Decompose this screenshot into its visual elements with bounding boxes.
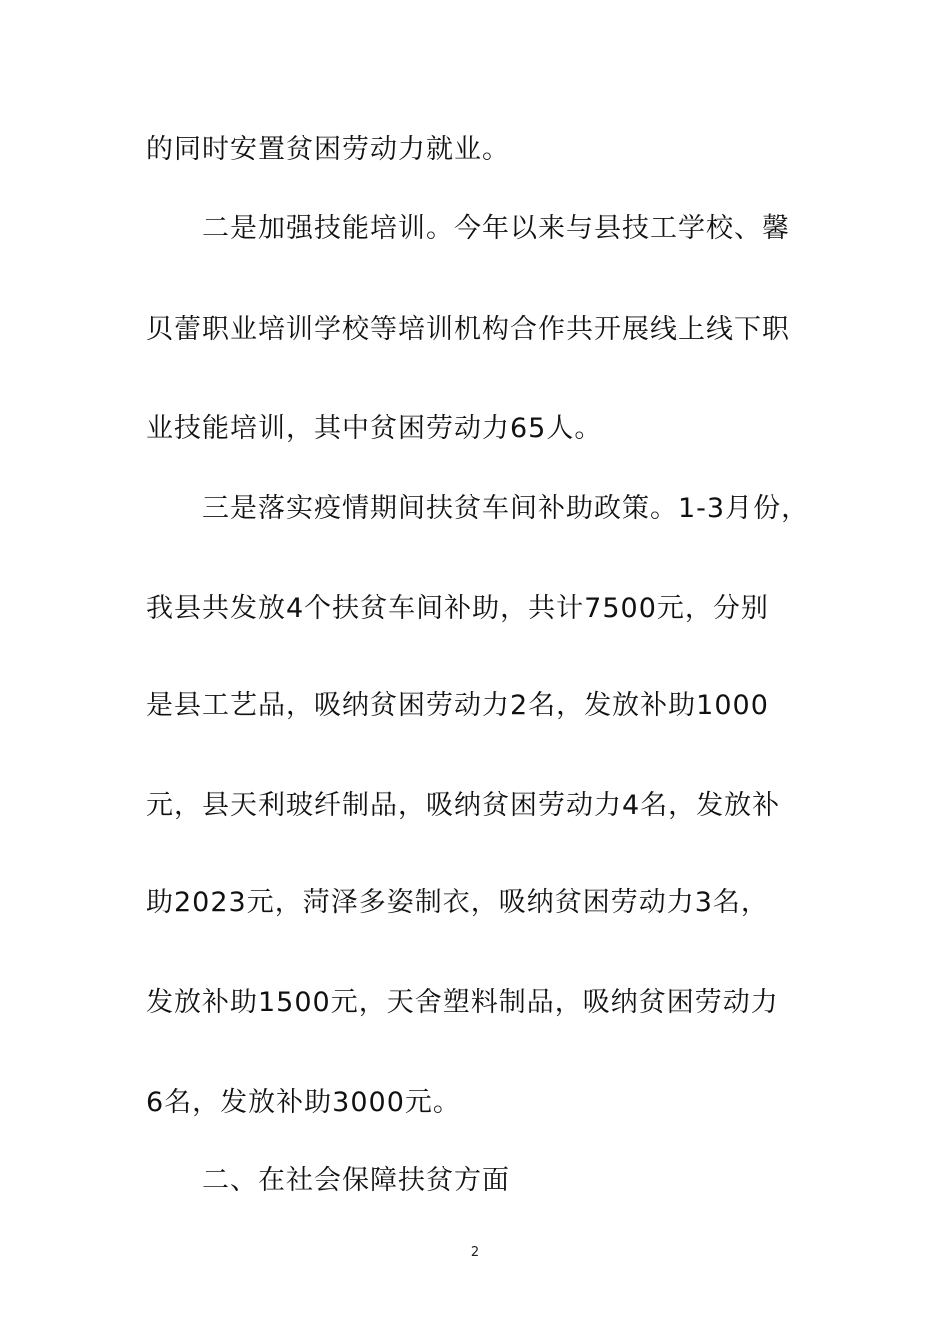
text-line-2: 二是加强技能培训。今年以来与县技工学校、馨 (202, 213, 790, 244)
text-line-5: 三是落实疫情期间扶贫车间补助政策。1-3月份， (202, 493, 810, 524)
text-line-3: 贝蕾职业培训学校等培训机构合作共开展线上线下职 (146, 314, 790, 345)
text-line-6: 我县共发放4个扶贫车间补助，共计7500元，分别 (146, 593, 769, 624)
text-line-9: 助2023元，菏泽多姿制衣，吸纳贫困劳动力3名， (146, 887, 769, 918)
text-line-7: 是县工艺品，吸纳贫困劳动力2名，发放补助1000 (146, 690, 769, 721)
text-line-11: 6名，发放补助3000元。 (146, 1087, 461, 1118)
text-line-8: 元，县天利玻纤制品，吸纳贫困劳动力4名，发放补 (146, 790, 781, 821)
text-line-1: 的同时安置贫困劳动力就业。 (146, 134, 510, 165)
text-line-10: 发放补助1500元，天舍塑料制品，吸纳贫困劳动力 (146, 987, 779, 1018)
section-heading: 二、在社会保障扶贫方面 (202, 1165, 510, 1196)
page-number: 2 (470, 1245, 480, 1260)
text-line-4: 业技能培训，其中贫困劳动力65人。 (146, 413, 603, 444)
